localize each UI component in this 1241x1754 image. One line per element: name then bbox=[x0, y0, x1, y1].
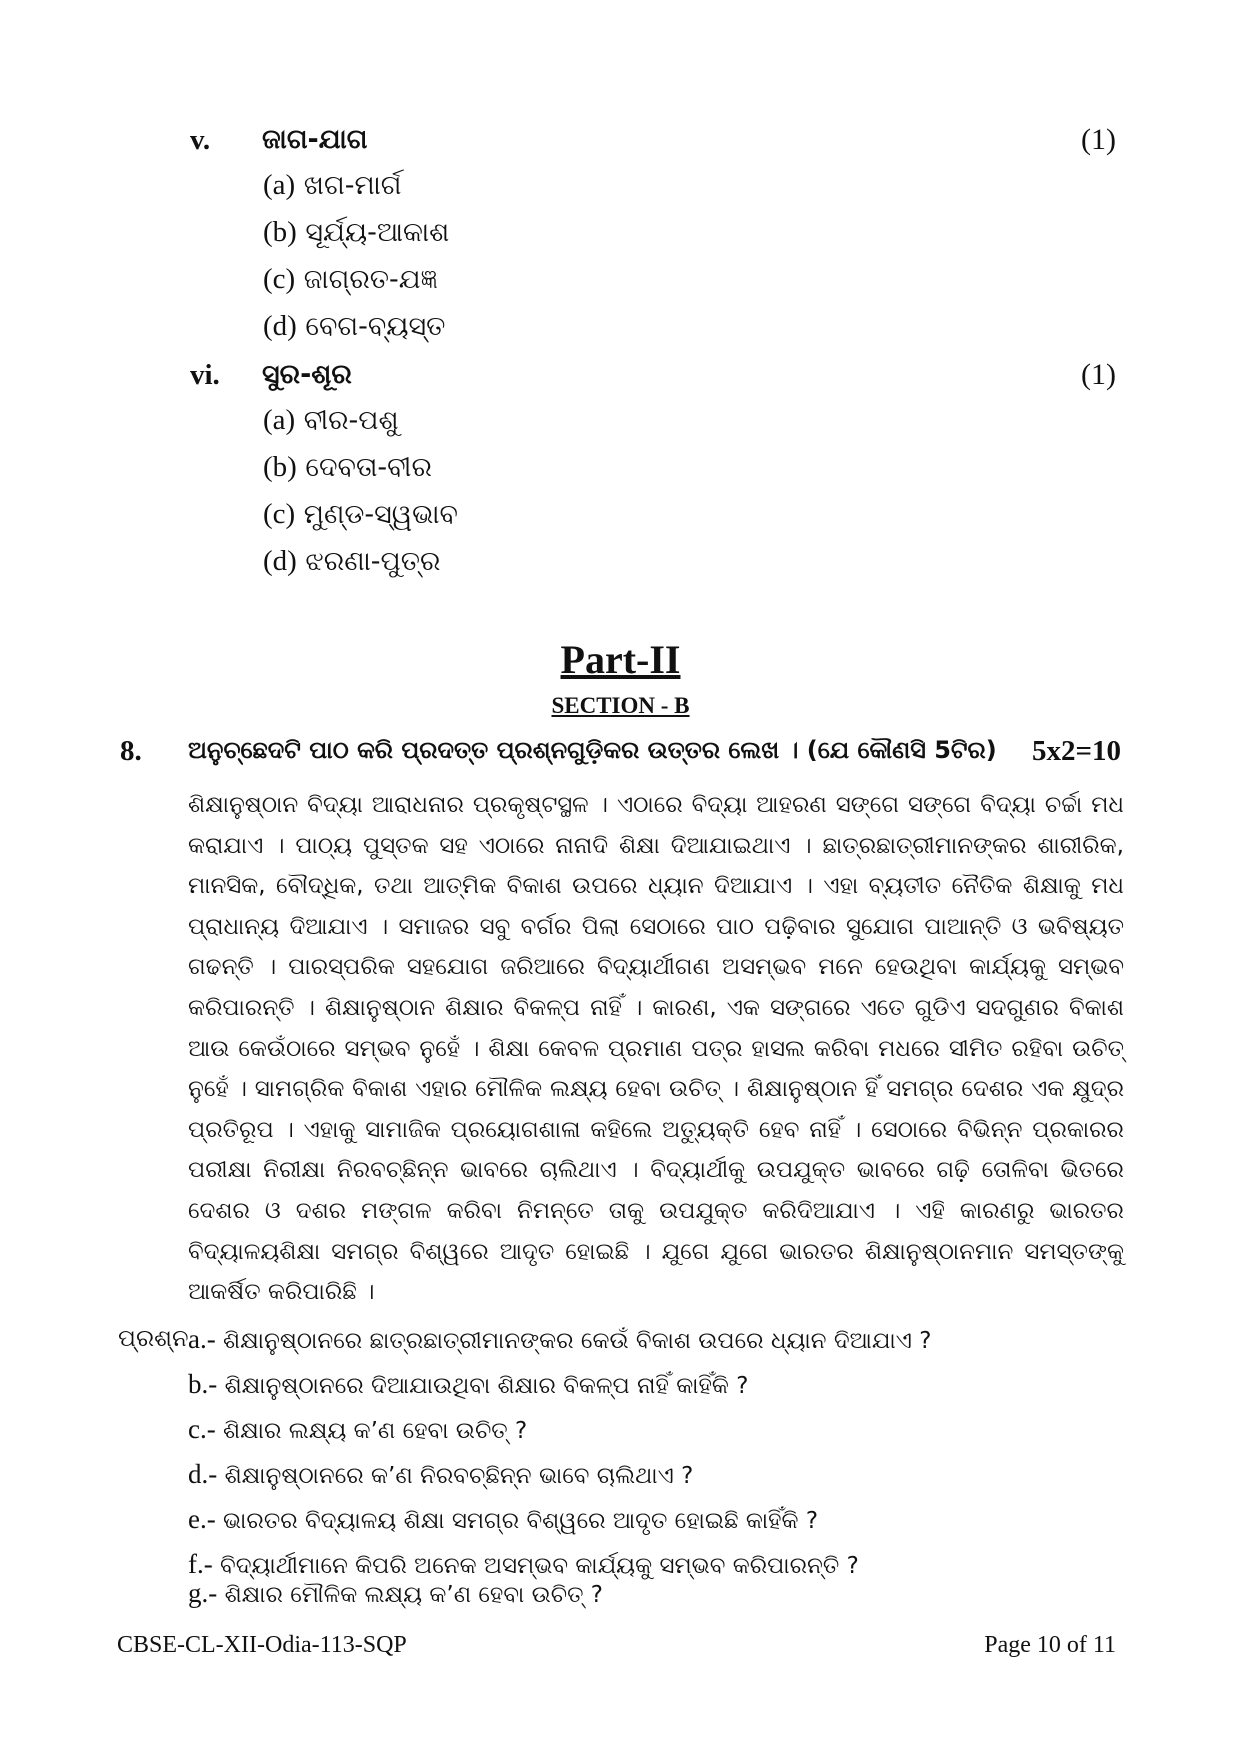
question-stem: ଜାଗ-ଯାଗ bbox=[262, 124, 368, 155]
option-label: (c) bbox=[263, 498, 296, 530]
sub-question-letter: g.- bbox=[188, 1578, 218, 1608]
sub-question-text: ଶିକ୍ଷାର ମୌଳିକ ଲକ୍ଷ୍ୟ କ’ଣ ହେବା ଉଚିତ୍ ? bbox=[224, 1582, 604, 1608]
sub-question-text: ଶିକ୍ଷାନୁଷ୍ଠାନରେ ଦିଆଯାଉଥିବା ଶିକ୍ଷାର ବିକଳ୍ପ ନାହିଁ କାହିଁକି ? bbox=[224, 1373, 749, 1399]
option-text: ସୂର୍ଯ୍ୟ-ଆକାଶ bbox=[305, 217, 450, 248]
option-text: ବୀର-ପଶୁ bbox=[303, 405, 399, 436]
sub-question-letter: a.- bbox=[188, 1324, 216, 1354]
option-text: ମୁଣ୍ଡ-ସ୍ୱଭାବ bbox=[303, 499, 458, 530]
option bbox=[263, 404, 399, 437]
option-label: (b) bbox=[263, 216, 297, 248]
option-text: ଦେବତା-ବୀର bbox=[305, 452, 432, 483]
option-label: (a) bbox=[263, 404, 296, 436]
option bbox=[263, 498, 458, 531]
question-8-instruction: ଅନୁଚ୍ଛେଦଟି ପାଠ କରି ପ୍ରଦତ୍ତ ପ୍ରଶ୍ନଗୁଡ଼ିକର ଉତ୍ତର ଲେଖ । (ଯେ କୌଣସି 5ଟିର) bbox=[188, 736, 997, 764]
option bbox=[263, 451, 432, 484]
sub-question bbox=[188, 1578, 603, 1609]
sub-question bbox=[188, 1504, 818, 1535]
footer-page-number: Page 10 of 11 bbox=[984, 1632, 1116, 1658]
sub-question bbox=[188, 1414, 527, 1445]
option-label: (c) bbox=[263, 263, 296, 295]
option bbox=[263, 310, 445, 343]
section-title: SECTION - B bbox=[551, 693, 690, 718]
sub-question-letter: b.- bbox=[188, 1369, 218, 1399]
sub-question-letter: c.- bbox=[188, 1414, 216, 1444]
prashna-label: ପ୍ରଶ୍ନ bbox=[118, 1324, 189, 1352]
option bbox=[263, 169, 402, 202]
option-label: (d) bbox=[263, 310, 297, 342]
question-marks: (1) bbox=[1081, 123, 1116, 156]
sub-question-text: ଭାରତର ବିଦ୍ୟାଳୟ ଶିକ୍ଷା ସମଗ୍ର ବିଶ୍ୱରେ ଆଦୃତ ହୋଇଛି କାହିଁକି ? bbox=[223, 1508, 819, 1534]
footer-code: CBSE-CL-XII-Odia-113-SQP bbox=[117, 1632, 407, 1658]
question-8-marks: 5x2=10 bbox=[1031, 735, 1121, 767]
question-stem: ସୁର-ଶୂର bbox=[262, 359, 352, 390]
option bbox=[263, 263, 438, 296]
sub-question-text: ଶିକ୍ଷାର ଲକ୍ଷ୍ୟ କ’ଣ ହେବା ଉଚିତ୍ ? bbox=[223, 1418, 528, 1444]
option-text: ଝରଣା-ପୁତ୍ର bbox=[305, 546, 441, 577]
option-text: ଖଗ-ମାର୍ଗ bbox=[303, 170, 402, 201]
passage: ଶିକ୍ଷାନୁଷ୍ଠାନ ବିଦ୍ୟା ଆରାଧନାର ପ୍ରକୃଷ୍ଟସ୍ଥଳ । ଏଠାରେ ବିଦ୍ୟା ଆହରଣ ସଙ୍ଗେ ସଙ୍ଗେ ବିଦ୍ୟା ଚର୍ଚ୍ଚା ମଧ କରାଯାଏ । ପାଠ୍ୟ ପୁସ୍ତକ ସହ ଏଠାରେ ନାନାଦି ଶିକ୍ଷା ଦିଆଯାଇଥାଏ । ଛାତ୍ରଛାତ୍ରୀମାନଙ୍କର ଶାରୀରିକ, ମାନସିକ, ବୌଦ୍ଧିକ, ତଥା ଆତ୍ମିକ ବିକାଶ ଉପରେ ଧ୍ୟାନ ଦିଆଯାଏ । ଏହା ବ୍ୟତୀତ ନୈତିକ ଶିକ୍ଷାକୁ ମଧ ପ୍ରାଧାନ୍ୟ ଦିଆଯାଏ । ସମାଜର ସବୁ ବର୍ଗର ପିଲା ସେଠାରେ ପାଠ ପଢ଼ିବାର ସୁଯୋଗ ପାଆନ୍ତି ଓ ଭବିଷ୍ୟତ ଗଢନ୍ତି । ପାରସ୍ପରିକ ସହଯୋଗ ଜରିଆରେ ବିଦ୍ୟାର୍ଥୀଗଣ ଅସମ୍ଭବ ମନେ ହେଉଥିବା କାର୍ଯ୍ୟକୁ ସମ୍ଭବ କରିପାରନ୍ତି । ଶିକ୍ଷାନୁଷ୍ଠାନ ଶିକ୍ଷାର ବିକଳ୍ପ ନାହିଁ । କାରଣ, ଏକ ସଙ୍ଗରେ ଏତେ ଗୁଡିଏ ସଦଗୁଣର ବିକାଶ ଆଉ କେଉଁଠାରେ ସମ୍ଭବ ନୁହେଁ । ଶିକ୍ଷା କେବଳ ପ୍ରମାଣ ପତ୍ର ହାସଲ କରିବା ମଧରେ ସୀମିତ ରହିବା ଉଚିତ୍ ନୁହେଁ । ସାମଗ୍ରିକ ବିକାଶ ଏହାର ମୌଳିକ ଲକ୍ଷ୍ୟ ହେବା ଉଚିତ୍ । ଶିକ୍ଷାନୁଷ୍ଠାନ ହିଁ ସମଗ୍ର ଦେଶର ଏକ କ୍ଷୁଦ୍ର ପ୍ରତିରୂପ । ଏହାକୁ ସାମାଜିକ ପ୍ରୟୋଗଶାଳା କହିଲେ ଅତ୍ୟୁକ୍ତି ହେବ ନାହିଁ । ସେଠାରେ ବିଭିନ୍ନ ପ୍ରକାରର ପରୀକ୍ଷା ନିରୀକ୍ଷା ନିରବଚ୍ଛିନ୍ନ ଭାବରେ ଚାଲିଥାଏ । ବିଦ୍ୟାର୍ଥୀକୁ ଉପଯୁକ୍ତ ଭାବରେ ଗଢ଼ି ତୋଳିବା ଭିତରେ ଦେଶର ଓ ଦଶର ମଙ୍ଗଳ କରିବା ନିମନ୍ତେ ତାକୁ ଉପଯୁକ୍ତ କରିଦିଆଯାଏ । ଏହି କାରଣରୁ ଭାରତର ବିଦ୍ୟାଳୟଶିକ୍ଷା ସମଗ୍ର ବିଶ୍ୱରେ ଆଦୃତ ହୋଇଛି । ଯୁଗେ ଯୁଗେ ଭାରତର ଶିକ୍ଷାନୁଷ୍ଠାନମାନ ସମସ୍ତଙ୍କୁ ଆକର୍ଷିତ କରିପାରିଛି । bbox=[188, 792, 1124, 1306]
option-label: (d) bbox=[263, 545, 297, 577]
sub-question-letter: e.- bbox=[188, 1504, 216, 1534]
sub-question bbox=[188, 1369, 748, 1400]
sub-question-text: ଶିକ୍ଷାନୁଷ୍ଠାନରେ କ’ଣ ନିରବଚ୍ଛିନ୍ନ ଭାବେ ଚାଲିଥାଏ ? bbox=[224, 1463, 694, 1489]
option-label: (b) bbox=[263, 451, 297, 483]
sub-question-text: ଶିକ୍ଷାନୁଷ୍ଠାନରେ ଛାତ୍ରଛାତ୍ରୀମାନଙ୍କର କେଉଁ ବିକାଶ ଉପରେ ଧ୍ୟାନ ଦିଆଯାଏ ? bbox=[223, 1328, 932, 1354]
option-label: (a) bbox=[263, 169, 296, 201]
option-text: ବେଗ-ବ୍ୟସ୍ତ bbox=[305, 311, 446, 342]
option bbox=[263, 216, 449, 249]
sub-question bbox=[188, 1549, 859, 1580]
sub-question bbox=[188, 1459, 693, 1490]
option-text: ଜାଗ୍ରତ-ଯଜ୍ଞ bbox=[303, 264, 438, 295]
option bbox=[263, 545, 440, 578]
question-number: vi. bbox=[190, 359, 220, 391]
question-number: v. bbox=[190, 124, 211, 156]
question-8-number: 8. bbox=[120, 735, 142, 767]
sub-question-text: ବିଦ୍ୟାର୍ଥୀମାନେ କିପରି ଅନେକ ଅସମ୍ଭବ କାର୍ଯ୍ୟକୁ ସମ୍ଭବ କରିପାରନ୍ତି ? bbox=[220, 1553, 859, 1579]
question-marks: (1) bbox=[1081, 358, 1116, 391]
part-title: Part-II bbox=[560, 637, 681, 682]
sub-question-letter: d.- bbox=[188, 1459, 218, 1489]
sub-question-letter: f.- bbox=[188, 1549, 213, 1579]
sub-question bbox=[188, 1324, 931, 1355]
